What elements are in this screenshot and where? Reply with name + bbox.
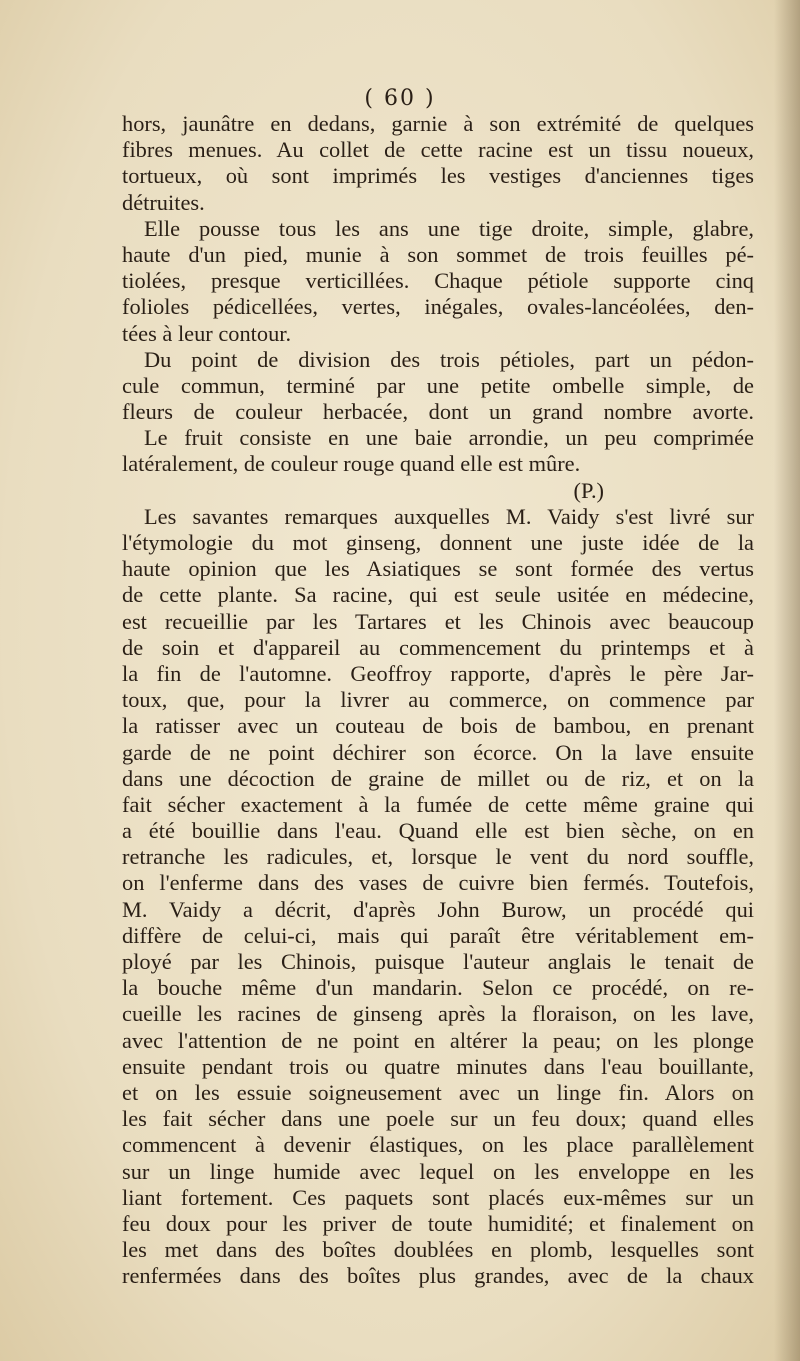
text-line: renfermées dans des boîtes plus grandes, avec de la chaux — [122, 1263, 754, 1289]
text-line: Du point de division des trois pétioles, part un pédon- — [144, 346, 754, 372]
text-line: tortueux, où sont imprimés les vestiges d'anciennes tiges — [122, 163, 754, 189]
text-line: la ratisser avec un couteau de bois de bambou, en prenant — [122, 713, 754, 739]
text-line: hors, jaunâtre en dedans, garnie à son extrémité de quelques — [122, 111, 754, 136]
text-line: ployé par les Chinois, puisque l'auteur anglais le tenait de — [122, 949, 754, 974]
page-edge-shadow — [774, 0, 800, 1361]
text-line: garde de ne point déchirer son écorce. On la lave ensuite — [122, 739, 754, 765]
text-line: Le fruit consiste en une baie arrondie, un peu comprimée — [144, 425, 754, 451]
text-line: les met dans des boîtes doublées en plomb, lesquelles sont — [122, 1237, 754, 1263]
text-line: Elle pousse tous les ans une tige droite, simple, glabre, — [144, 215, 754, 241]
text-line: et on les essuie soigneusement avec un linge fin. Alors on — [122, 1079, 754, 1105]
text-line: folioles pédicellées, vertes, inégales, ovales-lancéolées, den- — [122, 294, 754, 320]
text-line: liant fortement. Ces paquets sont placés eux-mêmes sur un — [122, 1184, 754, 1210]
text-line: (P.) — [573, 477, 604, 503]
text-line: de soin et d'appareil au commencement du printemps et à — [122, 634, 754, 660]
text-line: détruites. — [122, 189, 205, 215]
text-line: fleurs de couleur herbacée, dont un grand nombre avorte. — [122, 399, 754, 425]
text-line: toux, que, pour la livrer au commerce, on commence par — [122, 687, 754, 713]
text-line: les fait sécher dans une poele sur un feu doux; quand elles — [122, 1106, 754, 1132]
text-line: cule commun, terminé par une petite ombelle simple, de — [122, 372, 754, 398]
page-number: ( 60 ) — [364, 86, 436, 111]
text-line: retranche les radicules, et, lorsque le vent du nord souffle, — [122, 844, 754, 870]
text-line: ensuite pendant trois ou quatre minutes dans l'eau bouillante, — [122, 1053, 754, 1079]
text-line: la bouche même d'un mandarin. Selon ce procédé, on re- — [122, 975, 754, 1001]
text-line: commencent à devenir élastiques, on les place parallèlement — [122, 1132, 754, 1158]
text-line: M. Vaidy a décrit, d'après John Burow, un procédé qui — [122, 896, 754, 922]
text-line: a été bouillie dans l'eau. Quand elle est bien sèche, on en — [122, 818, 754, 844]
text-line: fibres menues. Au collet de cette racine est un tissu noueux, — [122, 137, 754, 163]
text-line: de cette plante. Sa racine, qui est seule usitée en médecine, — [122, 582, 754, 608]
text-line: dans une décoction de graine de millet ou de riz, et on la — [122, 765, 754, 791]
text-line: sur un linge humide avec lequel on les enveloppe en les — [122, 1158, 754, 1184]
text-line: on l'enferme dans des vases de cuivre bien fermés. Toutefois, — [122, 870, 754, 896]
text-line: l'étymologie du mot ginseng, donnent une juste idée de la — [122, 530, 754, 555]
text-line: avec l'attention de ne point en altérer la peau; on les plonge — [122, 1027, 754, 1053]
text-line: feu doux pour les priver de toute humidité; et finalement on — [122, 1210, 754, 1236]
text-line: Les savantes remarques auxquelles M. Vaidy s'est livré sur — [144, 503, 754, 529]
text-line: diffère de celui-ci, mais qui paraît être véritablement em- — [122, 922, 754, 948]
text-line: fait sécher exactement à la fumée de cette même graine qui — [122, 791, 754, 817]
text-line: tées à leur contour. — [122, 320, 292, 346]
text-line: haute opinion que les Asiatiques se sont formée des vertus — [122, 556, 754, 582]
text-line: tiolées, presque verticillées. Chaque pétiole supporte cinq — [122, 268, 754, 294]
text-line: latéralement, de couleur rouge quand elle est mûre. — [122, 451, 581, 477]
text-line: haute d'un pied, munie à son sommet de trois feuilles pé- — [122, 241, 754, 267]
text-line: cueille les racines de ginseng après la floraison, on les lave, — [122, 1001, 754, 1027]
body-text — [122, 111, 754, 1289]
text-line: la fin de l'automne. Geoffroy rapporte, d'après le père Jar- — [122, 660, 754, 686]
text-line: est recueillie par les Tartares et les Chinois avec beaucoup — [122, 608, 754, 634]
